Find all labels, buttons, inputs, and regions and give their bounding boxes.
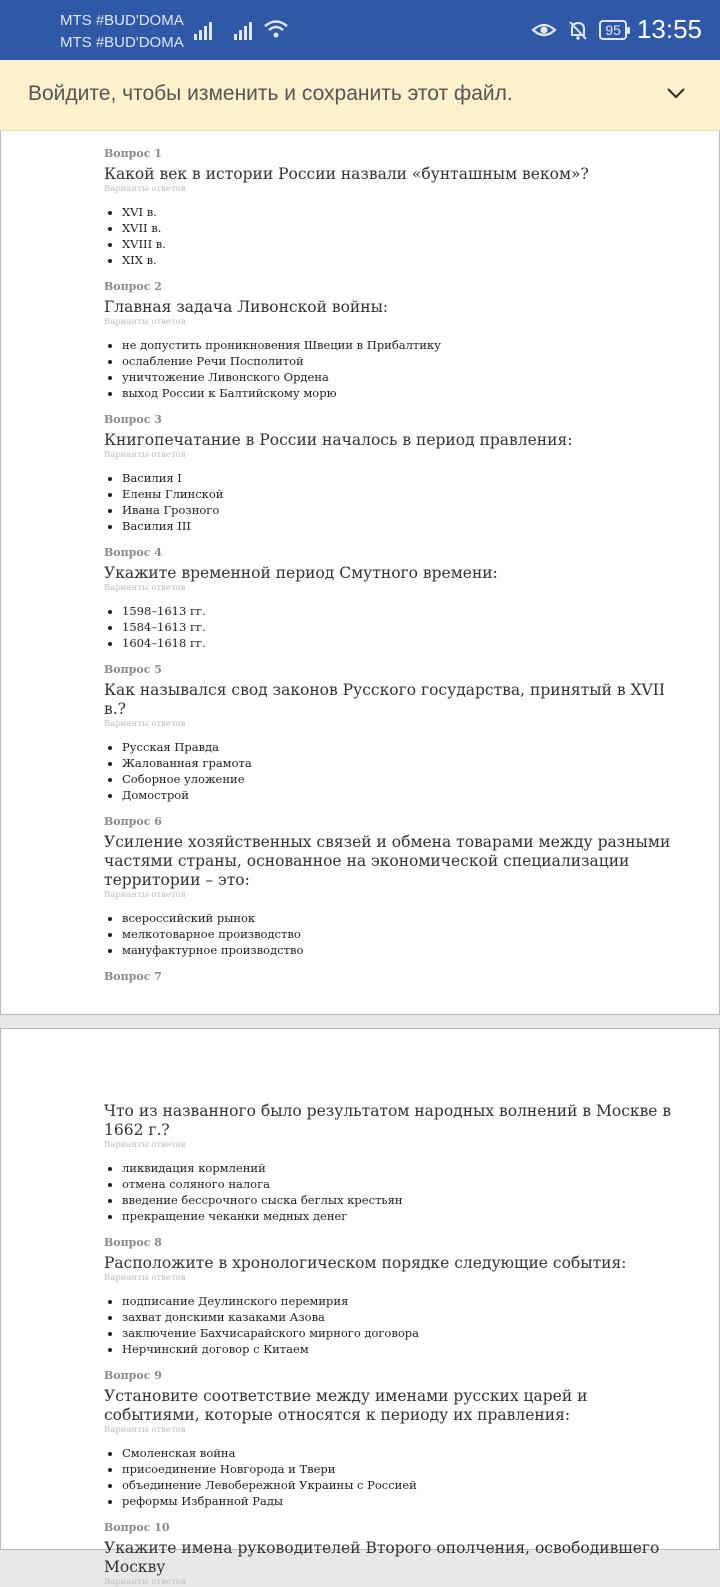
signal-icon [194,20,218,40]
page-2-content [104,1098,679,1587]
answer-options-list [104,204,679,268]
question-label: Вопрос 5 [104,663,162,676]
answer-option: • Домострой [122,787,679,803]
answer-option: • Нерчинский договор с Китаем [122,1341,679,1357]
answer-option: • ликвидация кормлений [122,1160,679,1176]
question-text: Усиление хозяйственных связей и обмена товарами между разными частями страны, основанное на экономической специализации территории – это: [104,833,671,889]
question-text: Укажите временной период Смутного времени: [104,564,498,582]
answer-option: • прекращение чеканки медных денег [122,1208,679,1224]
question-text: Укажите имена руководителей Второго ополчения, освободившего Москву [104,1539,660,1576]
answer-option: • заключение Бахчисарайского мирного договора [122,1325,679,1341]
wifi-icon [263,18,289,40]
answer-option: • введение бессрочного сыска беглых крестьян [122,1192,679,1208]
answer-options-hint: Варианты ответов [104,1577,186,1587]
battery-indicator: 95 [599,20,627,40]
answer-options-hint: Варианты ответов [104,317,186,327]
sign-in-banner[interactable] [0,60,720,131]
answer-option: • 1604–1618 гг. [122,635,679,651]
clock: 13:55 [636,14,702,44]
answer-option: • реформы Избранной Рады [122,1493,679,1509]
document-page-1 [0,131,720,1015]
answer-options-list [104,470,679,534]
answer-options-hint: Варианты ответов [104,1425,186,1435]
answer-options-hint: Варианты ответов [104,1273,186,1283]
answer-options-list [104,1293,679,1357]
status-bar [0,0,720,60]
question-label: Вопрос 6 [104,815,162,828]
answer-option: • Ивана Грозного [122,502,679,518]
chevron-down-icon[interactable] [666,86,686,100]
answer-options-hint: Варианты ответов [104,184,186,194]
question-text: Книгопечатание в России началось в период правления: [104,431,573,449]
answer-options-hint: Варианты ответов [104,1140,186,1150]
question-text: Установите соответствие между именами русских царей и событиями, которые относятся к периоду их правления: [104,1387,588,1424]
answer-options-list [104,1445,679,1509]
question-text: Какой век в истории России назвали «бунташным веком»? [104,165,589,183]
question-label: Вопрос 4 [104,546,162,559]
answer-options-list [104,603,679,651]
answer-option: • выход России к Балтийскому морю [122,385,679,401]
question-label: Вопрос 3 [104,413,162,426]
answer-option: • не допустить проникновения Швеции в Прибалтику [122,337,679,353]
answer-option: • XIX в. [122,252,679,268]
question-label: Вопрос 1 [104,147,162,160]
question-label: Вопрос 7 [104,970,162,983]
answer-options-hint: Варианты ответов [104,719,186,729]
eye-comfort-icon [531,20,557,40]
answer-option: • XVII в. [122,220,679,236]
answer-option: • Василия III [122,518,679,534]
answer-option: • XVI в. [122,204,679,220]
question-text: Расположите в хронологическом порядке следующие события: [104,1254,627,1272]
answer-option: • Соборное уложение [122,771,679,787]
answer-option: • XVIII в. [122,236,679,252]
answer-option: • Смоленская война [122,1445,679,1461]
answer-option: • мелкотоварное производство [122,926,679,942]
question-label: Вопрос 9 [104,1369,162,1382]
answer-options-list [104,739,679,803]
signal-icon-2 [234,20,258,40]
answer-option: • мануфактурное производство [122,942,679,958]
question-label: Вопрос 8 [104,1236,162,1249]
answer-option: • захват донскими казаками Азова [122,1309,679,1325]
answer-option: • Василия I [122,470,679,486]
answer-option: • объединение Левобережной Украины с Россией [122,1477,679,1493]
answer-option: • Русская Правда [122,739,679,755]
answer-options-list [104,910,679,958]
page-1-content [104,147,679,984]
answer-option: • Елены Глинской [122,486,679,502]
answer-options-list [104,337,679,401]
answer-options-hint: Варианты ответов [104,583,186,593]
answer-options-hint: Варианты ответов [104,450,186,460]
answer-option: • 1598–1613 гг. [122,603,679,619]
carrier-2: MTS #BUD'DOMA [60,34,184,51]
document-page-2 [0,1028,720,1587]
question-text: Как назывался свод законов Русского государства, принятый в XVII в.? [104,681,665,718]
answer-options-list [104,1160,679,1224]
answer-option: • Жалованная грамота [122,755,679,771]
question-text: Главная задача Ливонской войны: [104,298,389,316]
answer-option: • отмена соляного налога [122,1176,679,1192]
question-text: Что из названного было результатом народных волнений в Москве в 1662 г.? [104,1102,672,1139]
answer-option: • подписание Деулинского перемирия [122,1293,679,1309]
answer-option: • ослабление Речи Посполитой [122,353,679,369]
mute-bell-icon [567,19,589,41]
banner-text: Войдите, чтобы изменить и сохранить этот файл. [28,82,513,105]
question-label: Вопрос 2 [104,280,162,293]
carrier-1: MTS #BUD'DOMA [60,12,184,29]
question-label: Вопрос 10 [104,1521,170,1534]
answer-options-hint: Варианты ответов [104,890,186,900]
answer-option: • присоединение Новгорода и Твери [122,1461,679,1477]
answer-option: • всероссийский рынок [122,910,679,926]
answer-option: • 1584–1613 гг. [122,619,679,635]
carrier-info [60,10,184,54]
answer-option: • уничтожение Ливонского Ордена [122,369,679,385]
